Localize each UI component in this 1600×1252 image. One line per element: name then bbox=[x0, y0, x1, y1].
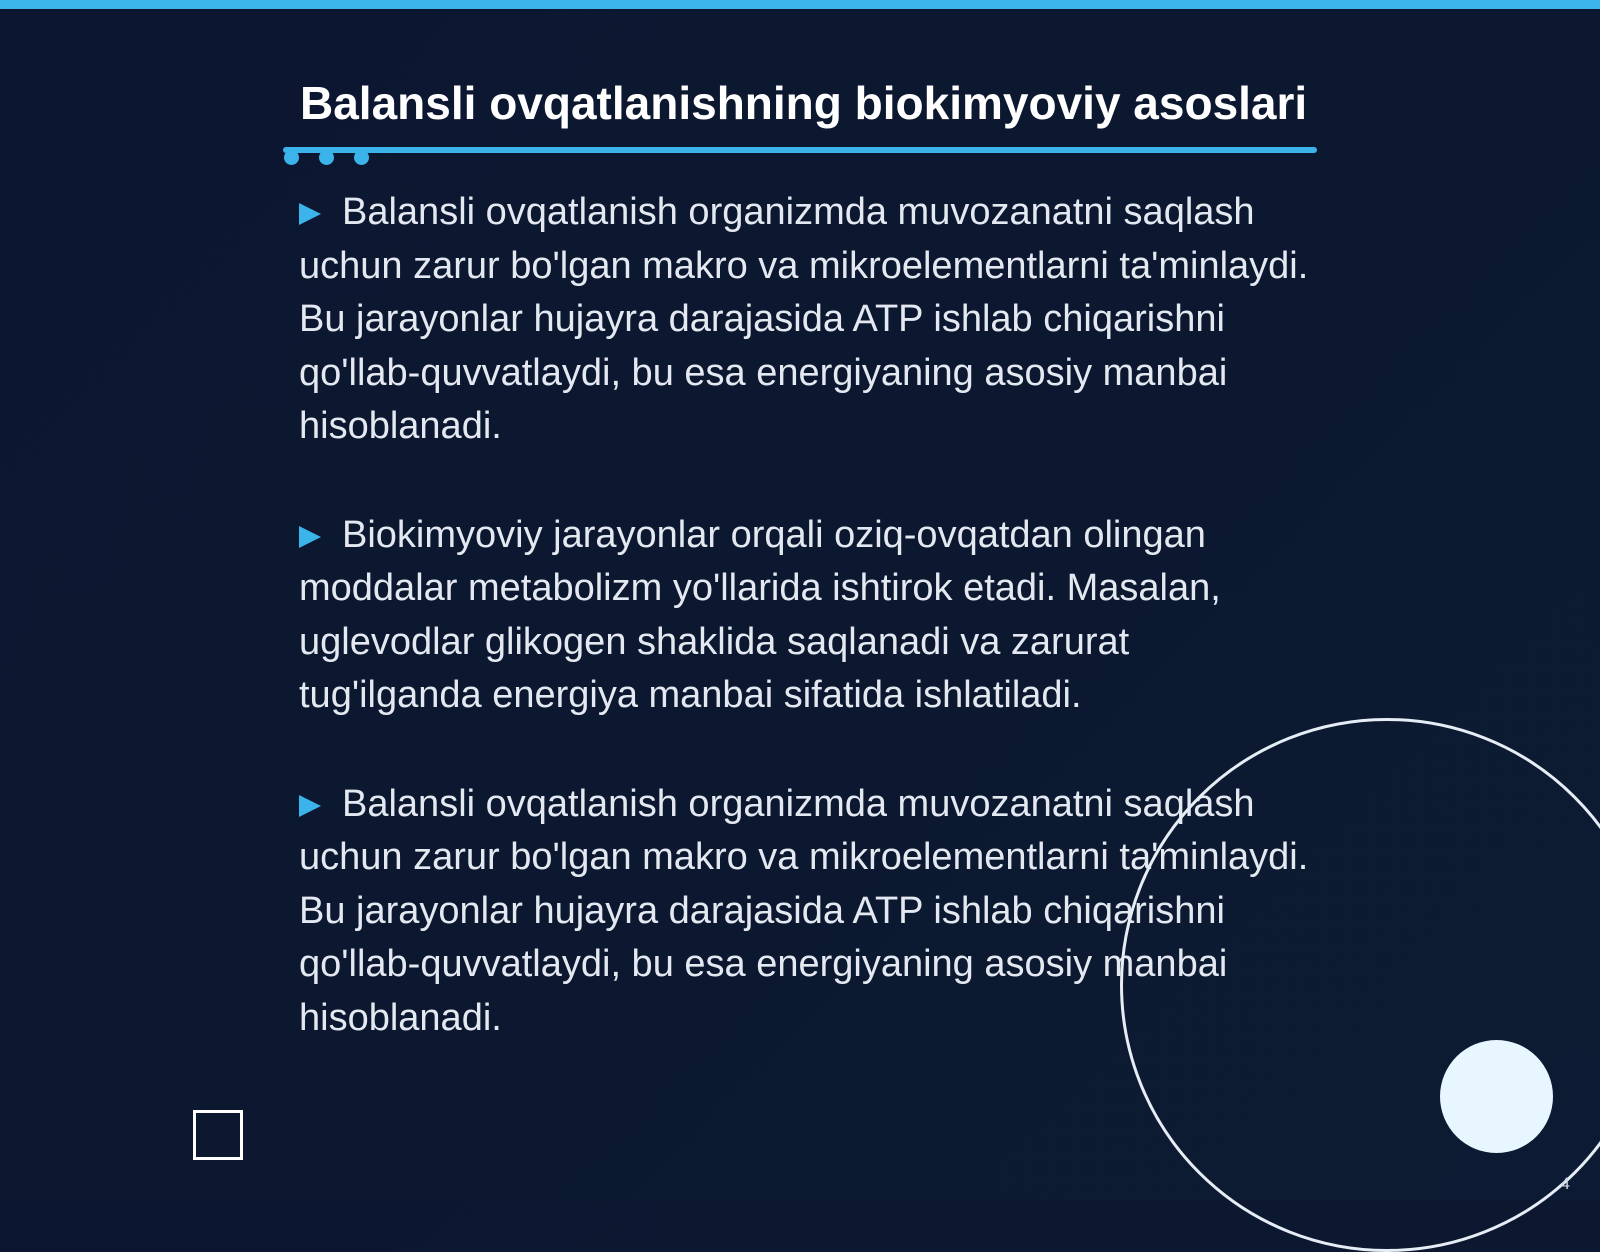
bullet-text: Balansli ovqatlanish organizmda muvozanatni saqlash uchun zarur bo'lgan makro va mikroelementlarni ta'minlaydi. Bu jarayonlar hujayra darajasida ATP ishlab chiqarishni qo'llab-quvvatlaydi, bu esa energiyaning asosiy manbai hisoblanadi. bbox=[299, 782, 1309, 1039]
bullet-text: Balansli ovqatlanish organizmda muvozanatni saqlash uchun zarur bo'lgan makro va mikroelementlarni ta'minlaydi. Bu jarayonlar hujayra darajasida ATP ishlab chiqarishni qo'llab-quvvatlaydi, bu esa energiyaning asosiy manbai hisoblanadi. bbox=[299, 191, 1309, 447]
bullet-item bbox=[299, 509, 1309, 723]
title-dot bbox=[284, 150, 299, 165]
title-dot bbox=[354, 150, 369, 165]
triangle-right-icon bbox=[299, 203, 321, 225]
title-dots bbox=[283, 150, 373, 166]
triangle-right-icon bbox=[299, 795, 321, 817]
title-dot bbox=[319, 150, 334, 165]
top-accent-bar bbox=[0, 0, 1600, 9]
slide-title: Balansli ovqatlanishning biokimyoviy asoslari bbox=[300, 77, 1308, 129]
page-number: 4 bbox=[1560, 1174, 1570, 1193]
title-underline bbox=[283, 147, 1317, 153]
triangle-right-icon bbox=[299, 526, 321, 548]
bullet-text: Biokimyoviy jarayonlar orqali oziq-ovqatdan olingan moddalar metabolizm yo'llarida ishtirok etadi. Masalan, uglevodlar glikogen shaklida saqlanadi va zarurat tug'ilganda energiya manbai sifatida ishlatiladi. bbox=[299, 513, 1221, 716]
decorative-circle-filled bbox=[1440, 1040, 1553, 1153]
bullet-item bbox=[299, 186, 1309, 454]
decorative-square bbox=[193, 1110, 243, 1160]
